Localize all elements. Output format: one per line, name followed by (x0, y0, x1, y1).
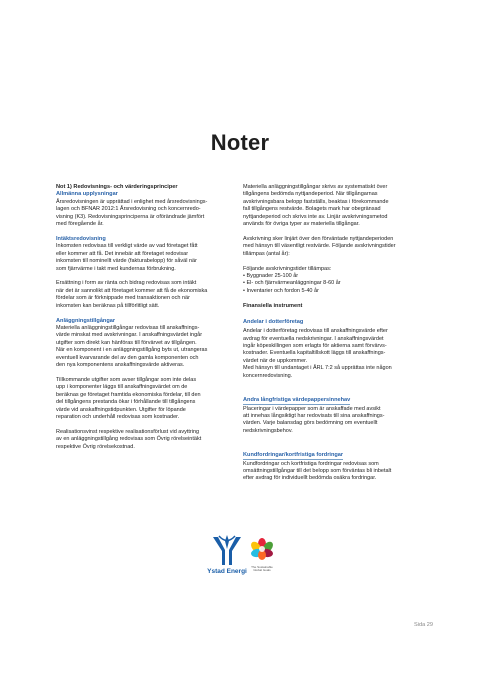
text-line: del tillgångens prestanda ökar i förhållande till tillgångens (56, 399, 196, 406)
interest-paragraph (56, 280, 242, 310)
text-line: den nya komponentens anskaffningsvärde aktiveras. (56, 362, 185, 369)
text-line: av en anläggningstillgång redovisas som Övrig rörelseintäkt (56, 436, 202, 443)
text-line: nyttjandeperiod och skrivs inte av. Linjär avskrivningsmetod (243, 213, 388, 220)
text-line: Avskrivning sker linjärt över den förväntade nyttjandeperioden (243, 235, 394, 242)
page-title: Noter (210, 130, 270, 155)
text-line: koncernredovisning. (243, 372, 293, 379)
ystad-energi-logo-text: Ystad Energi (207, 568, 247, 575)
text-line: Realisationsvinst respektive realisationsförlust vid avyttring (56, 428, 200, 435)
text-line: som fjärrvärme i takt med kundernas förbrukning. (56, 265, 176, 272)
text-line: Materiella anläggningstillgångar skrivs av systematiskt över (243, 184, 388, 190)
page-number: Sida 29 (414, 622, 433, 628)
text-line: Inkomsten redovisas till verkligt värde av vad företaget fått (56, 243, 198, 250)
depreciation-intro-paragraph (243, 184, 429, 228)
text-line: eventuell kvarvarande del av den gamla komponenten och (56, 354, 199, 361)
depreciation-periods (243, 266, 429, 296)
text-line: tillgångens bedömda nyttjandeperiod. När tillgångarnas (243, 191, 378, 198)
text-line: kostnader. Eventuella kapitaltillskott läggs till anskaffnings- (243, 350, 386, 357)
text-line: inkomsten till nominellt värde (fakturabelopp) för såväl när (56, 258, 197, 265)
financial-heading: Finansiella instrument (243, 302, 303, 309)
text-line: visning (K3). Redovisningsprinciperna är oförändrade jämfört (56, 213, 205, 220)
receivables-paragraph (243, 461, 429, 483)
securities-paragraph (243, 406, 429, 436)
text-line: inkomsten kan beräknas på tillförlitligt sätt. (56, 302, 160, 309)
ystad-energi-logo (200, 535, 254, 575)
text-line: tillämpas (antal år): (243, 250, 290, 257)
text-line: fall tillgångens restvärde. Bolagets mark har obegränsad (243, 206, 381, 213)
text-line: när det är sannolikt att företaget kommer att få de ekonomiska (56, 287, 208, 294)
text-line: • Inventarier och fordon 5-40 år (243, 287, 319, 294)
global-goals-logo-text (247, 566, 277, 573)
text-line: används för övriga typer av materiella tillgångar. (243, 221, 360, 228)
additional-expenses-paragraph (56, 377, 242, 421)
text-line: avdrag för eventuella nedskrivningar. I anskaffningsvärdet (243, 335, 384, 342)
text-line: beräknas ge företaget framtida ekonomiska fördelar, till den (56, 391, 201, 398)
text-line: Global Goals (253, 568, 271, 573)
text-line: upp i komponenter läggs till anskaffningsvärdet om de (56, 384, 188, 391)
text-line: Årsredovisningen är upprättad i enlighet med årsredovisnings- (56, 198, 208, 205)
text-line: Med hänsyn till undantaget i ÅRL 7:2 så upprättas inte någon (243, 365, 392, 372)
text-line: respektive Övrig rörelsekostnad. (56, 443, 135, 450)
general-heading: Allmänna upplysningar (56, 191, 118, 198)
text-line: • Byggnader 25-100 år (243, 273, 299, 280)
text-line: eller kommer att få. Det innebär att företaget redovisar (56, 250, 189, 257)
text-line: efter avdrag för individuellt bedömda osäkra fordringar. (243, 475, 377, 482)
assets-heading: Anläggningstillgångar (56, 317, 116, 324)
text-line: ingår köpeskillingen som erlagts för aktierna samt förvärvs- (243, 343, 387, 349)
text-line: värden. Varje balansdag görs bedömning om eventuellt (243, 420, 378, 427)
disposal-paragraph (56, 429, 242, 451)
receivables-heading: Kundfordringar/kortfristiga fordringar (243, 452, 343, 460)
text-line: omsättningstillgångar till det belopp som förväntas bli inbetalt (243, 468, 392, 475)
global-goals-flower-icon (247, 537, 277, 561)
text-line: med hänsyn till väsentligt restvärde. Följande avskrivningstider (243, 243, 396, 250)
note-heading: Not 1) Redovisnings- och värderingsprinciper (56, 184, 178, 190)
text-line: värdet när de uppkommer. (243, 357, 308, 364)
general-paragraph (56, 199, 242, 229)
subsidiary-heading: Andelar i dotterföretag (243, 319, 304, 326)
global-goals-logo (247, 537, 277, 573)
text-line: avskrivningsbara belopp fastställs, beaktas i förekommande (243, 198, 389, 205)
left-column (56, 184, 242, 459)
text-line: värde minskat med avskrivningar. I anskaffningsvärdet ingår (56, 332, 203, 339)
text-line: Andelar i dotterföretag redovisas till anskaffningsvärde efter (243, 328, 388, 335)
text-line: fördelar som är förknippade med transaktionen och när (56, 295, 190, 302)
text-line: reparation och underhåll redovisas som kostnader. (56, 413, 180, 420)
text-line: lagen och BFNAR 2012:1 Årsredovisning och koncernredo- (56, 206, 201, 213)
text-line: Placeringar i värdepapper som är anskaffade med avsikt (243, 405, 381, 412)
ystad-energi-logo-icon (210, 535, 244, 567)
periods-list (243, 273, 429, 295)
text-line: Ersättning i form av ränta och bidrag redovisas som intäkt (56, 280, 197, 287)
text-line: När en komponent i en anläggningstillgång byts ut, utrangeras (56, 347, 208, 354)
text-line: att innehas långsiktigt har redovisats till sina anskaffnings- (243, 412, 385, 419)
text-line: Kundfordringar och kortfristiga fordringar redovisas som (243, 460, 379, 467)
text-line: nedskrivningsbehov. (243, 427, 293, 434)
text-line: Materiella anläggningstillgångar redovisas till anskaffnings- (56, 325, 200, 331)
securities-heading: Andra långfristiga värdepappersinnehav (243, 397, 350, 405)
revenue-heading: Intäktsredovisning (56, 235, 106, 242)
text-line: med föregående år. (56, 221, 104, 228)
assets-paragraph (56, 325, 242, 369)
depreciation-paragraph (243, 236, 429, 258)
text-line: • El- och fjärrvärmeanläggningar 8-60 år (243, 280, 341, 287)
text-line: The Sustainable (251, 565, 273, 569)
right-column (243, 184, 429, 490)
subsidiary-paragraph (243, 328, 429, 380)
text-line: utgifter som direkt kan hänföras till förvärvet av tillgången. (56, 339, 197, 346)
periods-intro: Följande avskrivningstider tillämpas: (243, 265, 332, 272)
text-line: värde vid anskaffningstidpunkten. Utgifter för löpande (56, 406, 186, 413)
text-line: Tillkommande utgifter som avser tillgångar som inte delas (56, 376, 197, 383)
revenue-paragraph (56, 243, 242, 273)
